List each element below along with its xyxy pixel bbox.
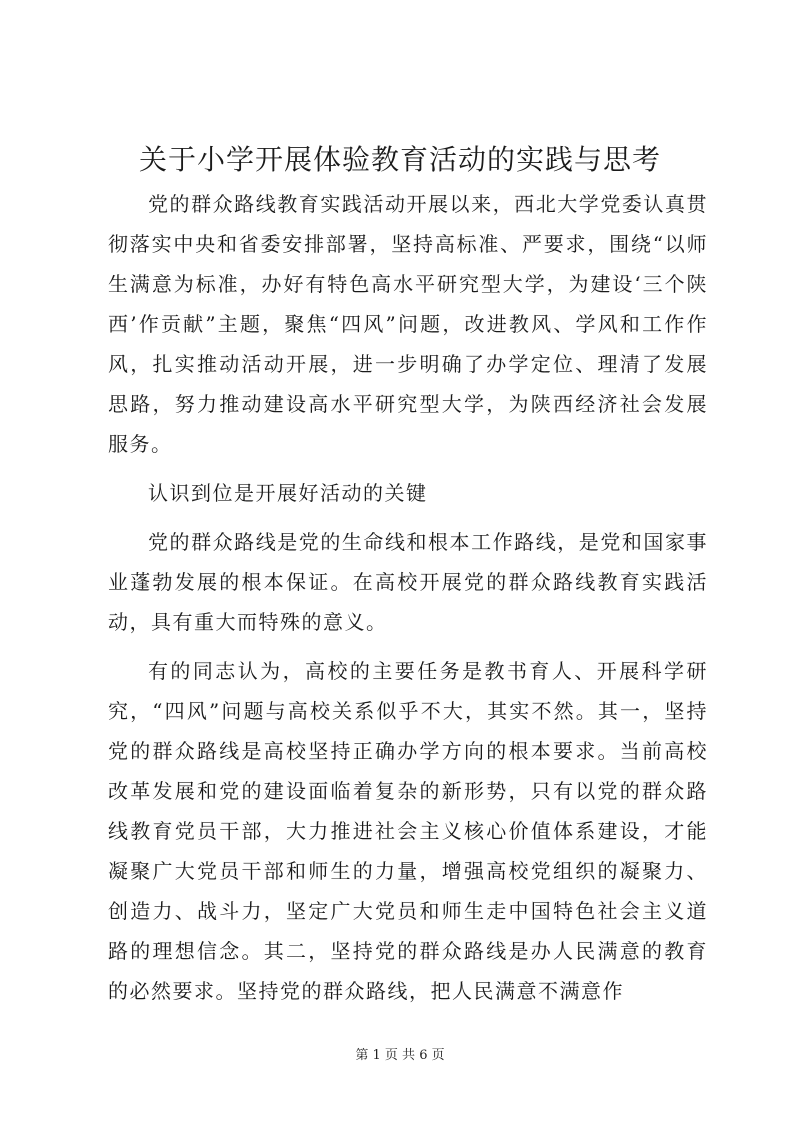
paragraph-arguments: 有的同志认为，高校的主要任务是教书育人、开展科学研究，“四风”问题与高校关系似乎不大，其实不然。其一，坚持党的群众路线是高校坚持正确办学方向的根本要求。当前高校改革发展和党的建设面临着复杂的新形势，只有以党的群众路线教育党员干部，大力推进社会主义核心价值体系建设，才能凝聚广大党员干部和师生的力量，增强高校党组织的凝聚力、创造力、战斗力，坚定广大党员和师生走中国特色社会主义道路的理想信念。其二，坚持党的群众路线是办人民满意的教育的必然要求。坚持党的群众路线，把人民满意不满意作 [108, 659, 708, 1003]
paragraph-intro: 党的群众路线教育实践活动开展以来，西北大学党委认真贯彻落实中央和省委安排部署，坚持高标准、严要求，围绕“以师生满意为标准，办好有特色高水平研究型大学，为建设‘三个陕西’作贡献”主题，聚焦“四风”问题，改进教风、学风和工作作风，扎实推动活动开展，进一步明确了办学定位、理清了发展思路，努力推动建设高水平研究型大学，为陕西经济社会发展服务。 [108, 192, 708, 456]
section-heading: 认识到位是开展好活动的关键 [148, 481, 428, 505]
document-body [108, 184, 708, 1020]
paragraph-mass-line: 党的群众路线是党的生命线和根本工作路线，是党和国家事业蓬勃发展的根本保证。在高校开展党的群众路线教育实践活动，具有重大而特殊的意义。 [108, 530, 708, 634]
document-title: 关于小学开展体验教育活动的实践与思考 [138, 143, 661, 176]
page-number: 第 1 页 共 6 页 [355, 1048, 445, 1063]
